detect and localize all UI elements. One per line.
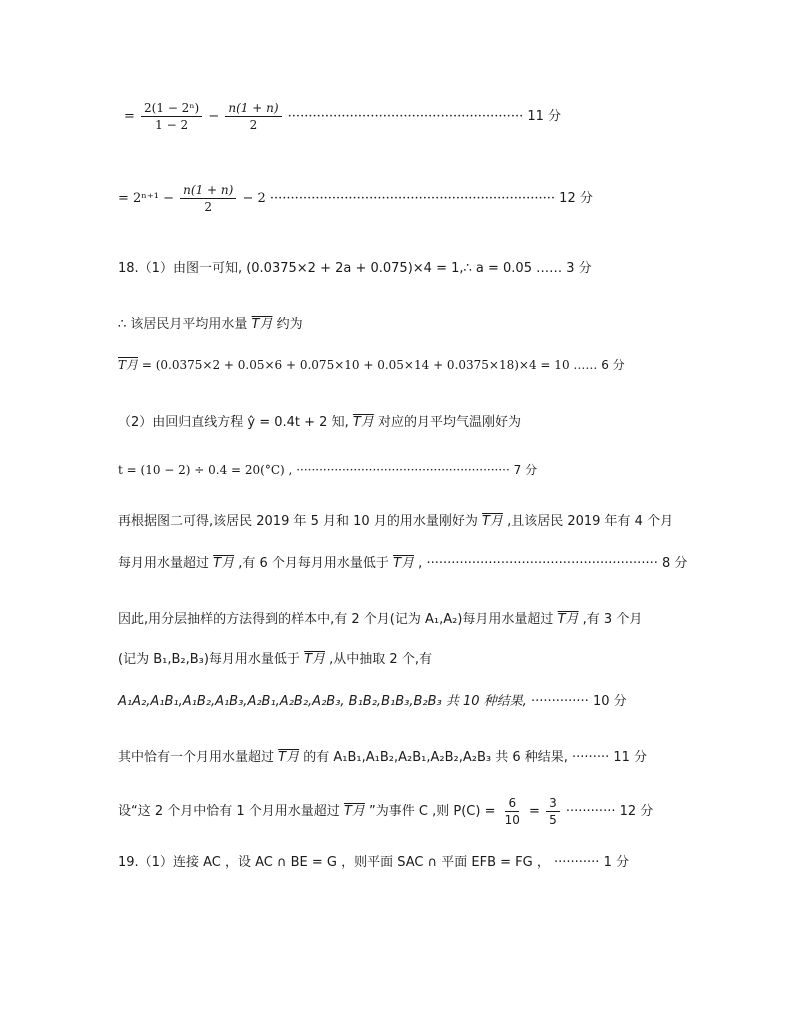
score-label: 6 分 <box>601 358 625 372</box>
text-segment: （2）由回归直线方程 ŷ = 0.4t + 2 知, <box>118 415 349 430</box>
leader-dots: ····································································· <box>269 191 556 206</box>
text-segment: , <box>418 556 423 571</box>
stratified-sampling-line <box>118 613 642 626</box>
q18-part1-line <box>118 262 592 275</box>
text-segment: ”为事件 C ,则 P(C) = <box>369 804 496 819</box>
score-label: 10 分 <box>592 694 627 709</box>
t-month-symbol: T月 <box>278 750 300 765</box>
fraction-2-denominator: 2 <box>249 118 258 132</box>
fraction-1-numerator: 2(1 − 2ⁿ) <box>141 102 202 117</box>
q19-part1-line <box>118 856 629 869</box>
q18-part2-line <box>118 416 521 429</box>
fraction-numerator: 3 <box>546 797 560 812</box>
leader-dots: …… <box>536 261 563 276</box>
t-month-symbol: T月 <box>213 556 235 571</box>
score-label: 12 分 <box>559 191 593 206</box>
t-month-symbol: T月 <box>304 652 326 667</box>
leader-dots: ························································ <box>296 463 510 477</box>
text-segment: ,有 6 个月每月用水量低于 <box>238 556 389 571</box>
minus-two: − 2 <box>242 191 266 206</box>
fraction-1-denominator: 1 − 2 <box>155 118 189 132</box>
text-segment: ,且该居民 2019 年有 4 个月 <box>507 514 674 529</box>
text-segment: ∴ 该居民月平均用水量 <box>118 317 248 332</box>
leader-dots: …… <box>573 358 598 372</box>
outcomes-text: A₁A₂,A₁B₁,A₁B₂,A₁B₃,A₂B₁,A₂B₂,A₂B₃, B₁B₂,B₁B₃,B₂B₃ 共 10 种结果, <box>118 694 527 709</box>
score-label: 7 分 <box>513 463 538 477</box>
fraction-numerator: 6 <box>505 797 519 812</box>
text-segment: 因此,用分层抽样的方法得到的样本中,有 2 个月(记为 A₁,A₂)每月用水量超过 <box>118 612 554 627</box>
equals-sign: = <box>124 109 135 124</box>
text-segment: 其中恰有一个月用水量超过 <box>118 750 275 765</box>
text-segment: 再根据图二可得,该居民 2019 年 5 月和 10 月的用水量刚好为 <box>118 514 478 529</box>
calc-text: = (0.0375×2 + 0.05×6 + 0.075×10 + 0.05×14 + 0.0375×18)×4 = 10 <box>141 358 570 372</box>
average-usage-line <box>118 318 303 331</box>
score-label: 11 分 <box>613 750 648 765</box>
temperature-calc: t = (10 − 2) ÷ 0.4 = 20(°C) , <box>118 463 293 477</box>
formula-line-2 <box>118 184 593 213</box>
leader-dots: ··········· <box>553 855 600 870</box>
average-calc-line <box>118 359 625 371</box>
text-segment: ,有 3 个月 <box>582 612 643 627</box>
chart2-line <box>118 515 673 528</box>
fraction-denominator: 5 <box>549 813 557 827</box>
equals-sign: = <box>529 804 540 819</box>
text-segment: 设“这 2 个月中恰有 1 个月用水量超过 <box>118 804 340 819</box>
t-month-symbol: T月 <box>557 612 579 627</box>
text-segment: 每月用水量超过 <box>118 556 210 571</box>
fraction-denominator: 10 <box>504 813 520 827</box>
leader-dots: ·············· <box>530 694 589 709</box>
fraction-2 <box>225 102 281 131</box>
q19-text: 19.（1）连接 AC ，设 AC ∩ BE = G ，则平面 SAC ∩ 平面 EFB = FG ， <box>118 855 550 870</box>
text-segment: 对应的月平均气温刚好为 <box>377 415 521 430</box>
monthly-count-line <box>118 557 687 570</box>
text-segment: 约为 <box>276 317 303 332</box>
text-segment: ,从中抽取 2 个,有 <box>329 652 432 667</box>
t-month-symbol: T月 <box>118 358 139 372</box>
t-month-symbol: T月 <box>393 556 415 571</box>
fraction-six-tenths <box>502 797 523 826</box>
favorable-outcomes-line <box>118 751 647 764</box>
q18-part1-text: 18.（1）由图一可知, (0.0375×2 + 2a + 0.075)×4 = 1,∴ a = 0.05 <box>118 261 532 276</box>
power-term: = 2ⁿ⁺¹ − <box>118 191 175 206</box>
probability-line <box>118 797 653 826</box>
t-month-symbol: T月 <box>352 415 374 430</box>
formula-line-1 <box>124 102 561 131</box>
score-label: 12 分 <box>619 804 654 819</box>
text-segment: (记为 B₁,B₂,B₃)每月用水量低于 <box>118 652 300 667</box>
leader-dots: ························································ <box>426 556 658 571</box>
fraction-denominator: 2 <box>204 200 213 214</box>
fraction-three-fifths <box>546 797 560 826</box>
score-label: 8 分 <box>662 556 688 571</box>
leader-dots: ········· <box>572 750 610 765</box>
text-segment: 的有 A₁B₁,A₁B₂,A₂B₁,A₂B₂,A₂B₃ 共 6 种结果, <box>303 750 568 765</box>
score-label: 11 分 <box>527 109 562 124</box>
temperature-line <box>118 464 537 476</box>
fraction <box>180 184 236 213</box>
fraction-numerator: n(1 + n) <box>180 184 236 199</box>
t-month-symbol: T月 <box>251 317 273 332</box>
t-month-symbol: T月 <box>481 514 503 529</box>
minus-sign: − <box>208 109 220 124</box>
fraction-2-numerator: n(1 + n) <box>225 102 281 117</box>
fraction-1 <box>141 102 202 131</box>
score-label: 1 分 <box>603 855 629 870</box>
outcomes-list-line <box>118 695 627 708</box>
leader-dots: ························································· <box>287 109 524 124</box>
score-label: 3 分 <box>566 261 592 276</box>
leader-dots: ············ <box>565 804 616 819</box>
t-month-symbol: T月 <box>343 804 365 819</box>
sample-selection-line <box>118 653 432 666</box>
